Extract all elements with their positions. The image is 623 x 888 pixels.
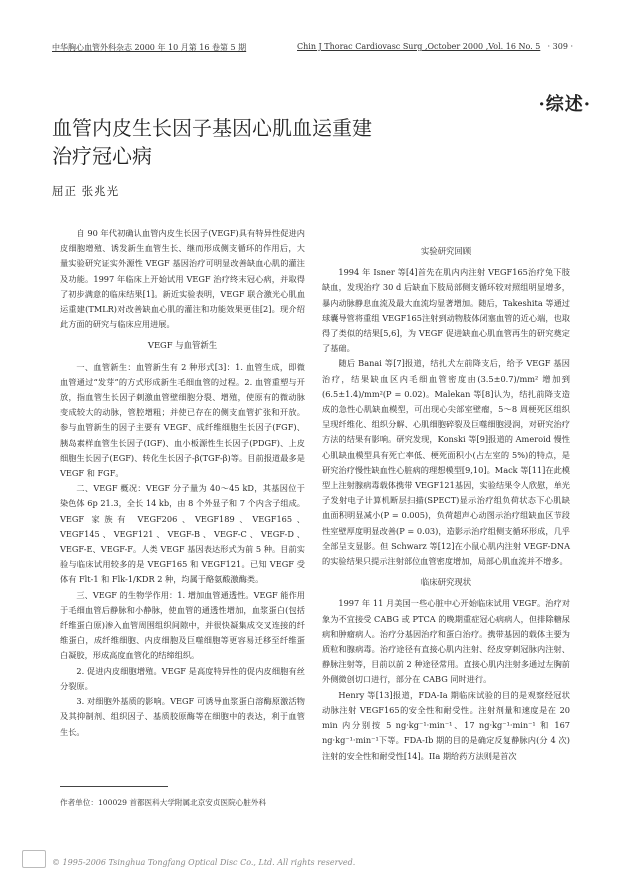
paragraph: 随后 Banai 等[7]报道，结扎犬左前降支后，给予 VEGF 基因治疗，结果缺血区内毛细血管密度由(3.5±0.7)/mm² 增加到(6.5±1.4)/mm²(P = 0.02)。Malekan 等[8]认为，结扎前降支造成的急性心肌缺血模型，可出现心尖部室壁瘤，5～8 周梗死区组织呈现纤维化、组织分解、心肌细胞碎裂及巨噬细胞浸润，对研究治疗方法的结果有影响。研究发现，Konski 等[9]报道的 Ameroid 慢性心肌缺血模型具有死亡率低、梗死面积小(占左室的 5%)的特点，是研究治疗慢性缺血性心脏病的理想模型[9,10]。Mack 等[11]在此模型上注射腺病毒载体携带 VEGF121基因，实验结果令人欣慰，单光子发射电子计算机断层扫描(SPECT)显示治疗组负荷状态下心肌缺血面积明显减小(P = 0.005)，负荷超声心动图示治疗组缺血区节段性室壁厚度明显改善(P = 0.03)，造影示治疗组侧支循环形成，几乎全部呈支显影。但 Schwarz 等[12]在小鼠心肌内注射 VEGF-DNA 的实验结果只提示注射部位血管密度增加，局部心肌血流并不增多。 (322, 358, 570, 567)
publisher-logo-icon (22, 850, 46, 868)
intro-paragraph: 自 90 年代初确认血管内皮生长因子(VEGF)具有特异性促进内皮细胞增殖、诱发新生血管生长、继而形成侧支循环的作用后，大量实验研究证实外源性 VEGF 基因治疗可明显改善缺血心肌的灌注及功能。1997 年临床上开始试用 VEGF 治疗终末冠心病，并取得了初步满意的临床结果[1]。新近实验表明，VEGF 联合激光心肌血运重建(TMLR)对改善缺血心肌的灌注和功能效果更佳[2]。现介绍此方面的研究与临床应用进展。 (60, 228, 305, 330)
right-column (322, 238, 570, 764)
left-column (60, 226, 305, 740)
paragraph: 三、VEGF 的生物学作用：1. 增加血管通透性。VEGF 能作用于毛细血管后静脉和小静脉，使血管的通透性增加，血浆蛋白(包括纤维蛋白原)渗入血管周围组织间隙中，并很快凝集成交叉连接的纤维蛋白，成纤维细胞、内皮细胞及巨噬细胞等更容易迁移至纤维蛋白凝胶，形成高度血管化的结缔组织。 (60, 589, 305, 661)
page-number: · 309 · (547, 42, 573, 51)
title-line-1: 血管内皮生长因子基因心肌血运重建 (52, 116, 372, 140)
title-line-2: 治疗冠心病 (52, 144, 152, 168)
section-tag: ·综述· (538, 94, 591, 115)
authors: 屈正 张兆光 (52, 184, 120, 198)
journal-citation-en: Chin J Thorac Cardiovasc Surg ,October 2000 ,Vol. 16 No. 5 (297, 42, 541, 51)
author-affiliation-footnote: 作者单位：100029 首都医科大学附属北京安贞医院心脏外科 (60, 798, 267, 807)
section-heading-vegf: VEGF 与血管新生 (147, 340, 218, 351)
section-heading-clinical: 临床研究现状 (420, 577, 472, 588)
section-heading-experimental: 实验研究回顾 (420, 246, 472, 256)
journal-citation-cn: 中华胸心血管外科杂志 2000 年 10 月第 16 卷第 5 期 (52, 43, 247, 52)
paragraph: Henry 等[13]报道，FDA-Ia 期临床试验的目的是观察经冠状动脉注射 VEGF165的安全性和耐受性。注射剂量和速度是在 20 min 内分别按 5 ng·kg⁻¹·min⁻¹、17 ng·kg⁻¹·min⁻¹ 和 167 ng·kg⁻¹·min⁻¹下等。FDA-Ib 期的目的是确定反复静脉内(分 4 次)注射的安全性和耐受性[14]。IIa 期给药方法则是首次 (322, 689, 570, 761)
article-title (52, 114, 472, 170)
paragraph: 1994 年 Isner 等[4]首先在肌内内注射 VEGF165治疗兔下肢缺血，发现治疗 30 d 后缺血下肢局部侧支循环较对照组明显增多，暴内动脉静息血流及最大血流均显著增加。随后，Takeshita 等通过球囊导管将重组 VEGF165注射到动物肢体闭塞血管的近心端，也取得了类似的结果[5,6]，为 VEGF 促进缺血心肌血管再生的研究奠定了基础。 (322, 267, 570, 354)
paragraph: 一、血管新生：血管新生有 2 种形式[3]：1. 血管生成，即微血管通过“发芽”的方式形成新生毛细血管的过程。2. 血管重塑与开放，指血管生长因子刺激血管壁细胞分裂、增殖，使原有的微动脉变成较大的动脉，管腔增粗；并使已存在的侧支血管扩张和开放。参与血管新生的因子主要有 VEGF、成纤维细胞生长因子(FGF)、胰岛素样血管生长因子(IGF)、血小板源性生长因子(PDGF)、上皮细胞生长因子(EGF)、转化生长因子-β(TGF-β)等。目前报道最多是 VEGF 和 FGF。 (60, 361, 305, 479)
paragraph: 2. 促进内皮细胞增殖。VEGF 是高度特异性的促内皮细胞有丝分裂原。 (60, 665, 305, 691)
paragraph: 二、VEGF 概况：VEGF 分子量为 40～45 kD，其基因位于染色体 6p 21.3，全长 14 kb，由 8 个外显子和 7 个内含子组成。VEGF 家族有 VEGF206、VEGF189、VEGF165、VEGF145、VEGF121、VEGF-B、VEGF-C、VEGF-D、VEGF-E、VEGF-F。人类 VEGF 基因表达形式为前 5 种。目前实验与临床试用较多的是 VEGF165 和 VEGF121。已知 VEGF 受体有 Flt-1 和 Flk-1/KDR 2 种，均属于酪氨酸激酶类。 (60, 483, 305, 585)
paragraph: 3. 对细胞外基质的影响。VEGF 可诱导血浆蛋白溶酶原激活物及其抑制剂、组织因子、基质胶原酶等在细胞中的表达，利于血管生长。 (60, 696, 305, 737)
footnote-divider (60, 786, 168, 787)
paragraph: 1997 年 11 月美国一些心脏中心开始临床试用 VEGF。治疗对象为不宜接受 CABG 或 PTCA 的晚期重症冠心病病人，但排除糖尿病和肿瘤病人。治疗分基因治疗和蛋白治疗。携带基因的载体主要为质粒和腺病毒。治疗途径有直接心肌内注射、经皮穿刺冠脉内注射、静脉注射等，目前以前 2 种途径常用。直接心肌内注射多通过左胸前外侧微创切口进行，部分在 CABG 同时进行。 (322, 598, 570, 685)
copyright-footer: © 1995-2006 Tsinghua Tongfang Optical Disc Co., Ltd. All rights reserved. (52, 858, 356, 867)
